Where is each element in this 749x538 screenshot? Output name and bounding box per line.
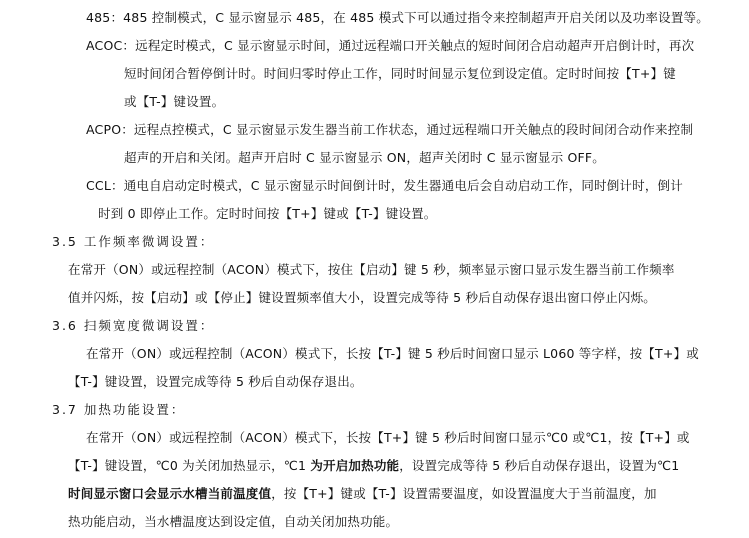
text-line: ACPO：远程点控模式，C 显示窗显示发生器当前工作状态，通过远程端口开关触点的段时间闭合动作来控制 xyxy=(86,122,694,137)
section-heading: 3.6 扫频宽度微调设置： xyxy=(52,318,215,333)
text-line: 时到 0 即停止工作。定时时间按【T+】键或【T-】键设置。 xyxy=(98,206,437,221)
text-line: 超声的开启和关闭。超声开启时 C 显示窗显示 ON，超声关闭时 C 显示窗显示 OFF。 xyxy=(124,150,606,165)
text-line: CCL：通电自启动定时模式，C 显示窗显示时间倒计时，发生器通电后会自动启动工作，同时倒计时，倒计 xyxy=(86,178,683,193)
text-line: 在常开（ON）或远程控制（ACON）模式下，长按【T+】键 5 秒后时间窗口显示℃0 或℃1，按【T+】或 xyxy=(86,430,690,445)
section-heading: 3.5 工作频率微调设置： xyxy=(52,234,215,249)
text-line: 485：485 控制模式，C 显示窗显示 485，在 485 模式下可以通过指令来控制超声开启关闭以及功率设置等。 xyxy=(86,10,709,25)
text-line: 【T-】键设置，设置完成等待 5 秒后自动保存退出。 xyxy=(68,374,363,389)
text-line: ACOC：远程定时模式，C 显示窗显示时间，通过远程端口开关触点的短时间闭合启动超声开启倒计时，再次 xyxy=(86,38,695,53)
text-run: 【T-】键设置，℃0 为关闭加热显示，℃1 xyxy=(68,458,311,473)
text-line: 热功能启动，当水槽温度达到设定值，自动关闭加热功能。 xyxy=(68,514,399,529)
text-line: 在常开（ON）或远程控制（ACON）模式下，长按【T-】键 5 秒后时间窗口显示 L060 等字样，按【T+】或 xyxy=(86,346,699,361)
bold-text: 为开启加热功能 xyxy=(310,458,400,473)
text-line xyxy=(68,485,657,503)
section-heading: 3.7 加热功能设置： xyxy=(52,402,186,417)
text-run: ，按【T+】键或【T-】设置需要温度，如设置温度大于当前温度，加 xyxy=(271,486,657,501)
text-line: 在常开（ON）或远程控制（ACON）模式下，按住【启动】键 5 秒，频率显示窗口显示发生器当前工作频率 xyxy=(68,262,675,277)
text-line xyxy=(68,457,679,475)
text-run: ，设置完成等待 5 秒后自动保存退出，设置为℃1 xyxy=(399,458,680,473)
bold-text: 时间显示窗口会显示水槽当前温度值 xyxy=(68,486,272,501)
text-line: 短时间闭合暂停倒计时。时间归零时停止工作，同时时间显示复位到设定值。定时时间按【T+】键 xyxy=(124,66,676,81)
text-line: 值并闪烁，按【启动】或【停止】键设置频率值大小，设置完成等待 5 秒后自动保存退出窗口停止闪烁。 xyxy=(68,290,657,305)
text-line: 或【T-】键设置。 xyxy=(124,94,225,109)
